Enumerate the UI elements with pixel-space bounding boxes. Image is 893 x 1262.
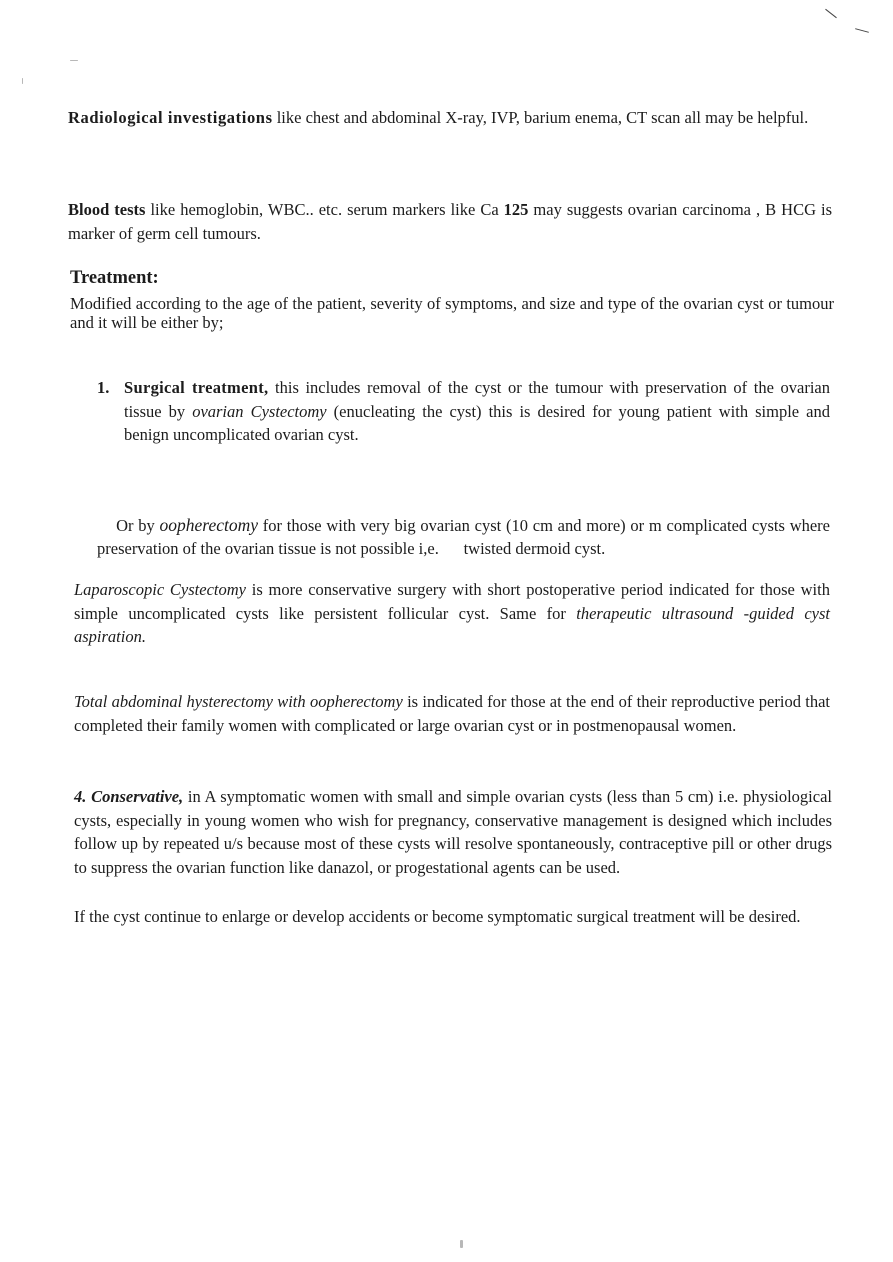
conservative-term: 4. Conservative,: [74, 787, 184, 806]
conservative-text-a: in A symptomatic women with small and simple ovarian cysts (less than 5 cm) i.e. physiological cysts, especially in young women who wish for pregnancy, conservative management is designed which includes follow up by repeated u/s because most of these cysts will resolve spontaneously, contraceptive pill or other drugs to suppress the ovarian function like danazol, or progestational agents can be used.: [74, 787, 832, 877]
scan-mark: [825, 9, 837, 18]
blood-tests-paragraph: [68, 198, 832, 245]
oophorectomy-term: oopherectomy: [159, 514, 258, 535]
radiology-paragraph: [68, 106, 832, 130]
conservative-paragraph: [74, 785, 832, 879]
radiology-term: Radiological investigations: [68, 108, 273, 127]
laparoscopic-text-a: is more conservative surgery with short postoperative period indicated for those with simple uncomplicated cysts like persistent follicular cyst. Same for: [74, 580, 830, 623]
oophorectomy-text-b: for those with very big ovarian cyst (10 cm and more) or m complicated cysts where preservation of the ovarian tissue is not possible i,e. twisted dermoid cyst.: [97, 515, 835, 558]
laparoscopic-paragraph: [74, 578, 830, 649]
conservative-followup: If the cyst continue to enlarge or develop accidents or become symptomatic surgical treatment will be desired.: [74, 907, 801, 926]
surgical-paragraph: [124, 376, 830, 447]
oophorectomy-text-a: Or by: [116, 515, 160, 535]
blood-tests-marker: 125: [503, 200, 529, 219]
surgical-term-italic: ovarian Cystectomy: [192, 401, 327, 421]
surgical-number: 1.: [97, 378, 110, 397]
blood-tests-term: Blood tests: [68, 200, 146, 219]
surgical-text-a: this includes removal of the cyst or the tumour with preservation of the ovarian tissue by: [124, 378, 830, 421]
oophorectomy-paragraph: [97, 490, 835, 584]
scan-speck: [460, 1240, 463, 1248]
scan-speck: [70, 60, 78, 61]
aspiration-term: therapeutic ultrasound -guided cyst aspiration.: [74, 603, 830, 646]
scan-speck: [22, 78, 23, 84]
hysterectomy-paragraph: [74, 690, 830, 737]
treatment-intro: Modified according to the age of the patient, severity of symptoms, and size and type of the ovarian cyst or tumour and it will be either by;: [70, 294, 834, 332]
blood-tests-text-a: like hemoglobin, WBC.. etc. serum markers like Ca: [145, 200, 504, 219]
scan-mark: [855, 28, 869, 33]
hysterectomy-term: Total abdominal hysterectomy with oopherectomy: [74, 692, 403, 711]
hysterectomy-text-a: is indicated for those at the end of their reproductive period that completed their family women with complicated or large ovarian cyst or in postmenopausal women.: [74, 692, 830, 735]
surgical-text-b: (enucleating the cyst) this is desired for young patient with simple and benign uncomplicated ovarian cyst.: [124, 401, 830, 444]
laparoscopic-term: Laparoscopic Cystectomy: [74, 580, 246, 599]
radiology-text: like chest and abdominal X-ray, IVP, barium enema, CT scan all may be helpful.: [272, 108, 809, 127]
surgical-term: Surgical treatment,: [124, 378, 269, 397]
blood-tests-text-b: may suggests ovarian carcinoma , B HCG is marker of germ cell tumours.: [68, 200, 833, 243]
treatment-heading: Treatment:: [70, 268, 159, 288]
